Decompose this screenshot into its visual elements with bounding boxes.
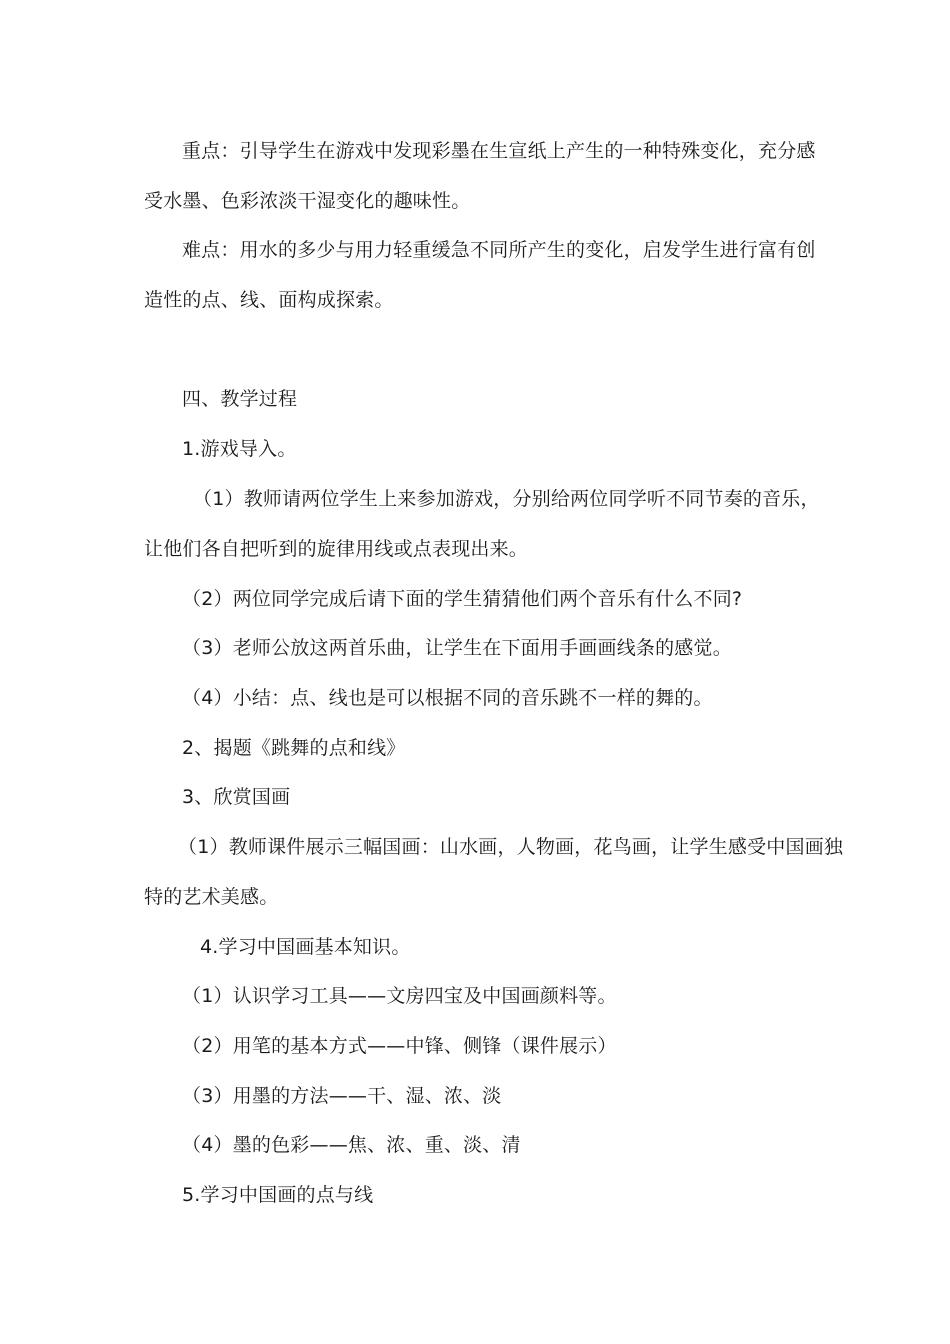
list-item-4-4: （4）墨的色彩——焦、浓、重、淡、清 xyxy=(182,1134,521,1156)
list-item-3-1-line-1: （1）教师课件展示三幅国画：山水画，人物画，花鸟画，让学生感受中国画独 xyxy=(178,836,844,858)
list-item-1: 1.游戏导入。 xyxy=(182,438,297,460)
list-item-1-3: （3）老师公放这两首乐曲，让学生在下面用手画画线条的感觉。 xyxy=(182,637,732,659)
list-item-2: 2、揭题《跳舞的点和线》 xyxy=(182,737,406,759)
list-item-4-2: （2）用笔的基本方式——中锋、侧锋（课件展示） xyxy=(182,1035,617,1057)
list-item-1-1-line-1: （1）教师请两位学生上来参加游戏，分别给两位同学听不同节奏的音乐， xyxy=(193,488,820,510)
section-4-heading: 四、教学过程 xyxy=(182,388,298,410)
list-item-1-4: （4）小结：点、线也是可以根据不同的音乐跳不一样的舞的。 xyxy=(182,687,713,709)
list-item-4-1: （1）认识学习工具——文房四宝及中国画颜料等。 xyxy=(182,985,617,1007)
difficulty-line-1: 难点：用水的多少与用力轻重缓急不同所产生的变化，启发学生进行富有创 xyxy=(182,239,816,261)
list-item-5: 5.学习中国画的点与线 xyxy=(182,1184,374,1206)
list-item-1-2: （2）两位同学完成后请下面的学生猜猜他们两个音乐有什么不同? xyxy=(182,588,743,610)
list-item-3: 3、欣赏国画 xyxy=(182,786,291,808)
list-item-4: 4.学习中国画基本知识。 xyxy=(200,936,411,958)
list-item-4-3: （3）用墨的方法——干、湿、浓、淡 xyxy=(182,1085,502,1107)
key-point-line-2: 受水墨、色彩浓淡干湿变化的趣味性。 xyxy=(144,190,471,212)
difficulty-line-2: 造性的点、线、面构成探索。 xyxy=(144,289,394,311)
key-point-line-1: 重点：引导学生在游戏中发现彩墨在生宣纸上产生的一种特殊变化，充分感 xyxy=(182,140,816,162)
list-item-3-1-line-2: 特的艺术美感。 xyxy=(144,886,279,908)
list-item-1-1-line-2: 让他们各自把听到的旋律用线或点表现出来。 xyxy=(144,538,529,560)
